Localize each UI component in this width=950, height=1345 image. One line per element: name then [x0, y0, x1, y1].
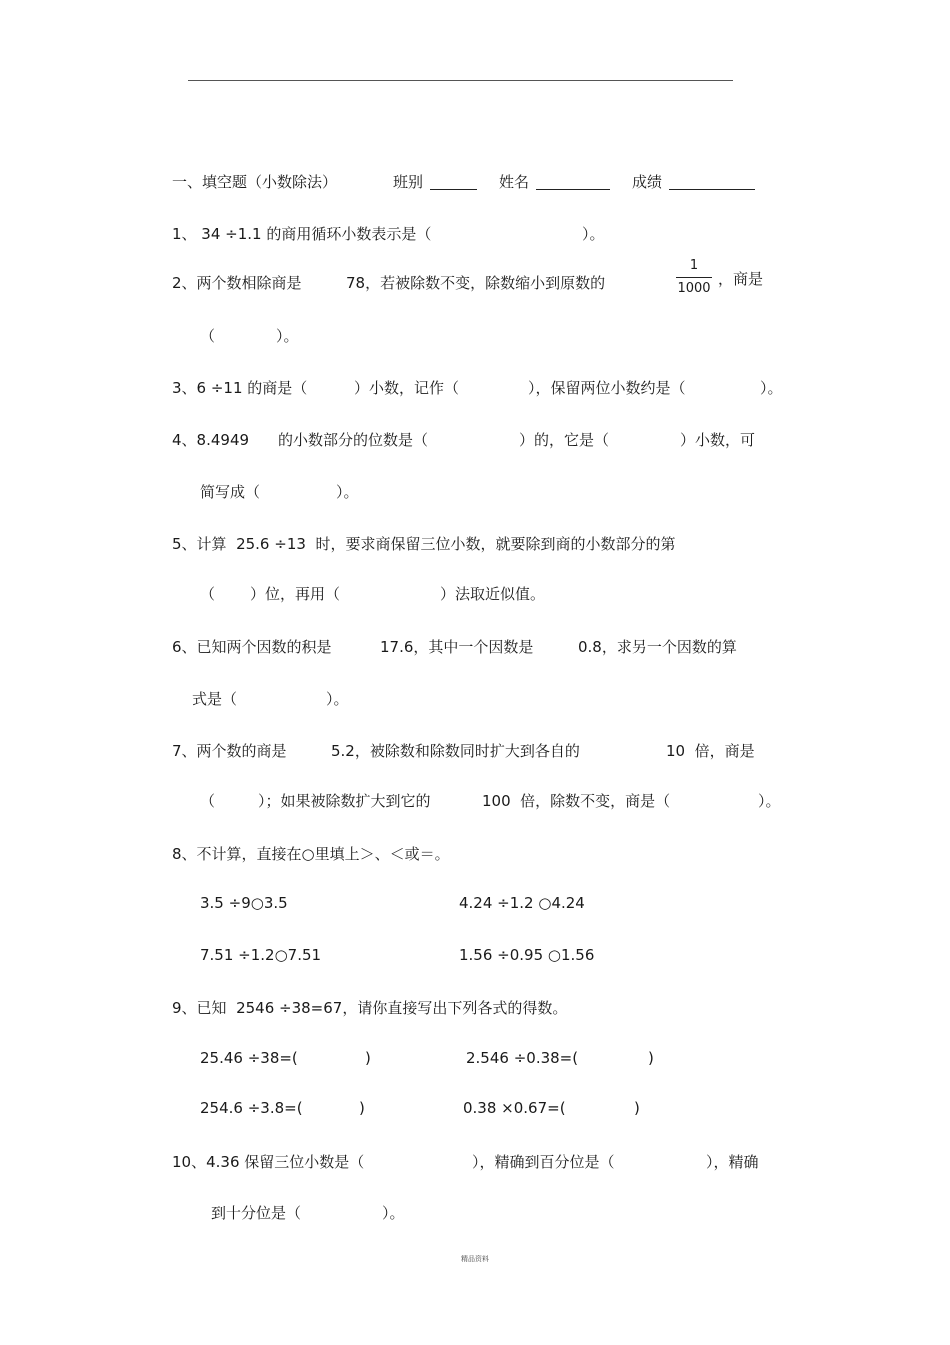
q4-text-a: 4、8.4949	[172, 431, 250, 449]
q2-close: ）。	[276, 327, 299, 345]
q1-text: 1、 34 ÷1.1 的商用循环小数表示是（	[172, 225, 432, 243]
q9-expr-1: 25.46 ÷38=(	[200, 1049, 298, 1067]
class-blank[interactable]	[430, 189, 477, 190]
q2-text-a: 2、两个数相除商是	[172, 274, 302, 292]
top-rule	[188, 80, 733, 81]
q9-text: 9、已知 2546 ÷38=67，请你直接写出下列各式的得数。	[172, 999, 568, 1017]
q9-expr-1-close: )	[365, 1049, 371, 1067]
q7-text-d: （	[200, 792, 216, 810]
q6-text-c: 0.8，求另一个因数的算	[578, 638, 737, 656]
q9-expr-4: 0.38 ×0.67=(	[463, 1099, 566, 1117]
q6-text-b: 17.6，其中一个因数是	[380, 638, 534, 656]
q7-text-c: 10 倍，商是	[666, 742, 755, 760]
q7-text-f: 100 倍，除数不变，商是（	[482, 792, 671, 810]
q10-text-a: 10、4.36 保留三位小数是（	[172, 1153, 365, 1171]
q2-text-c: ，商是	[718, 270, 764, 288]
q5-text-c: ）位，再用（	[250, 585, 341, 603]
q4-text-b: 的小数部分的位数是（	[278, 431, 429, 449]
footer-text: 精品资料	[461, 1255, 489, 1263]
q5-text-b: （	[200, 585, 216, 603]
q4-text-e: 简写成（	[200, 483, 261, 501]
q9-expr-4-close: )	[634, 1099, 640, 1117]
q3-text-b: ）小数，记作（	[354, 379, 460, 397]
q2-text-b: 78，若被除数不变，除数缩小到原数的	[346, 274, 606, 292]
q2-fraction	[676, 258, 712, 297]
q5-text-a: 5、计算 25.6 ÷13 时，要求商保留三位小数，就要除到商的小数部分的第	[172, 535, 676, 553]
q8-expr-1: 3.5 ÷9○3.5	[200, 894, 288, 912]
q8-text: 8、不计算，直接在○里填上＞、＜或＝。	[172, 845, 450, 863]
q4-text-d: ）小数，可	[680, 431, 756, 449]
q8-expr-2: 4.24 ÷1.2 ○4.24	[459, 894, 585, 912]
q9-expr-2-close: )	[648, 1049, 654, 1067]
q10-text-e: ）。	[382, 1204, 405, 1222]
name-blank[interactable]	[536, 189, 610, 190]
q8-expr-3: 7.51 ÷1.2○7.51	[200, 946, 322, 964]
q4-text-f: ）。	[336, 483, 359, 501]
q6-text-d: 式是（	[192, 690, 238, 708]
section-title: 一、填空题（小数除法）	[172, 173, 338, 191]
q9-expr-2: 2.546 ÷0.38=(	[466, 1049, 579, 1067]
score-blank[interactable]	[669, 189, 755, 190]
q2-open: （	[200, 327, 216, 345]
q3-text-d: ）。	[760, 379, 783, 397]
q4-text-c: ）的，它是（	[519, 431, 610, 449]
q8-expr-4: 1.56 ÷0.95 ○1.56	[459, 946, 595, 964]
q6-text-e: ）。	[326, 690, 349, 708]
q10-text-d: 到十分位是（	[211, 1204, 302, 1222]
fraction-numerator: 1	[689, 258, 699, 273]
q5-text-d: ）法取近似值。	[440, 585, 546, 603]
q3-text-a: 3、6 ÷11 的商是（	[172, 379, 308, 397]
q1-close: ）。	[582, 225, 605, 243]
q7-text-e: ）；如果被除数扩大到它的	[258, 792, 431, 810]
q3-text-c: ），保留两位小数约是（	[528, 379, 686, 397]
score-label: 成绩	[632, 173, 663, 191]
name-label: 姓名	[499, 173, 530, 191]
q10-text-b: ），精确到百分位是（	[472, 1153, 615, 1171]
q6-text-a: 6、已知两个因数的积是	[172, 638, 332, 656]
q9-expr-3-close: )	[359, 1099, 365, 1117]
q7-text-b: 5.2，被除数和除数同时扩大到各自的	[331, 742, 580, 760]
class-label: 班别	[393, 173, 424, 191]
q9-expr-3: 254.6 ÷3.8=(	[200, 1099, 303, 1117]
fraction-denominator: 1000	[677, 281, 711, 296]
q7-text-a: 7、两个数的商是	[172, 742, 287, 760]
q10-text-c: ），精确	[706, 1153, 759, 1171]
q7-text-g: ）。	[758, 792, 781, 810]
fraction-bar	[676, 277, 712, 278]
